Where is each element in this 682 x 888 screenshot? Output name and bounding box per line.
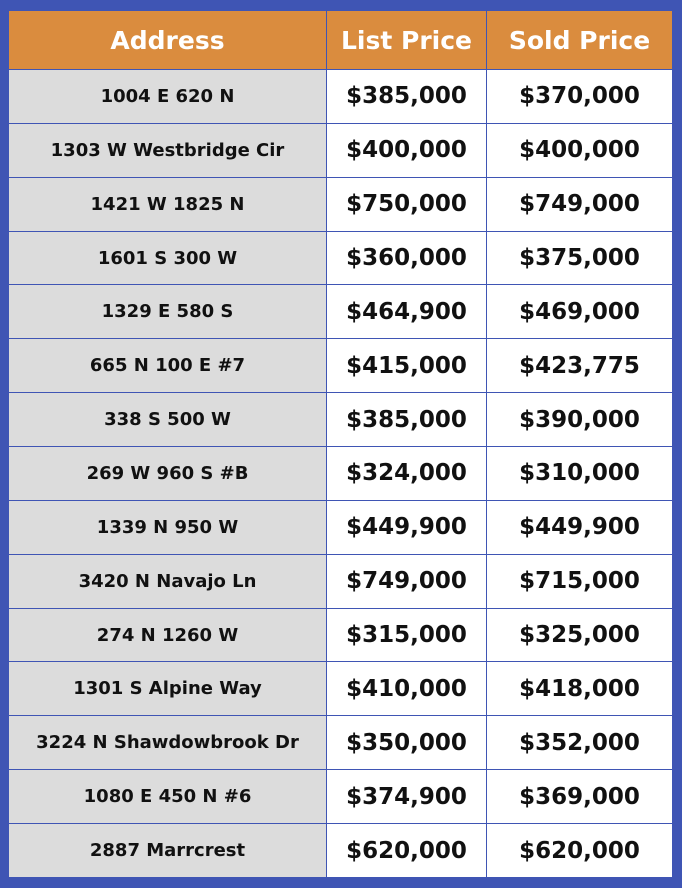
list-price-cell: $750,000 — [327, 177, 487, 231]
address-cell: 1329 E 580 S — [9, 285, 327, 339]
address-cell: 665 N 100 E #7 — [9, 339, 327, 393]
table-row — [9, 608, 673, 662]
list-price-cell: $449,900 — [327, 500, 487, 554]
sold-price-cell: $469,000 — [487, 285, 673, 339]
sold-price-cell: $749,000 — [487, 177, 673, 231]
table-row — [9, 500, 673, 554]
table-row — [9, 770, 673, 824]
sold-price-cell: $423,775 — [487, 339, 673, 393]
address-cell: 2887 Marrcrest — [9, 824, 327, 878]
address-cell: 1339 N 950 W — [9, 500, 327, 554]
list-price-cell: $315,000 — [327, 608, 487, 662]
sold-price-cell: $390,000 — [487, 393, 673, 447]
sold-price-cell: $449,900 — [487, 500, 673, 554]
sold-price-cell: $310,000 — [487, 447, 673, 501]
table-row — [9, 662, 673, 716]
sold-price-cell: $325,000 — [487, 608, 673, 662]
sold-price-cell: $400,000 — [487, 123, 673, 177]
address-cell: 269 W 960 S #B — [9, 447, 327, 501]
sold-price-cell: $352,000 — [487, 716, 673, 770]
table-row — [9, 177, 673, 231]
table-header-row — [9, 11, 673, 70]
list-price-cell: $374,900 — [327, 770, 487, 824]
list-price-cell: $385,000 — [327, 393, 487, 447]
list-price-cell: $749,000 — [327, 554, 487, 608]
sales-table-frame — [8, 10, 672, 878]
table-row — [9, 285, 673, 339]
address-cell: 274 N 1260 W — [9, 608, 327, 662]
table-body — [9, 70, 673, 878]
header-list-price: List Price — [327, 11, 487, 70]
sold-price-cell: $370,000 — [487, 70, 673, 124]
list-price-cell: $620,000 — [327, 824, 487, 878]
list-price-cell: $410,000 — [327, 662, 487, 716]
sold-price-cell: $369,000 — [487, 770, 673, 824]
list-price-cell: $350,000 — [327, 716, 487, 770]
address-cell: 1301 S Alpine Way — [9, 662, 327, 716]
list-price-cell: $360,000 — [327, 231, 487, 285]
table-row — [9, 231, 673, 285]
table-row — [9, 70, 673, 124]
list-price-cell: $415,000 — [327, 339, 487, 393]
address-cell: 3224 N Shawdowbrook Dr — [9, 716, 327, 770]
table-row — [9, 716, 673, 770]
list-price-cell: $464,900 — [327, 285, 487, 339]
header-address: Address — [9, 11, 327, 70]
table-row — [9, 554, 673, 608]
address-cell: 1303 W Westbridge Cir — [9, 123, 327, 177]
address-cell: 1080 E 450 N #6 — [9, 770, 327, 824]
sold-price-cell: $620,000 — [487, 824, 673, 878]
address-cell: 3420 N Navajo Ln — [9, 554, 327, 608]
table-row — [9, 824, 673, 878]
list-price-cell: $400,000 — [327, 123, 487, 177]
table-row — [9, 123, 673, 177]
home-sales-table — [8, 10, 673, 878]
address-cell: 338 S 500 W — [9, 393, 327, 447]
table-row — [9, 447, 673, 501]
address-cell: 1004 E 620 N — [9, 70, 327, 124]
table-row — [9, 339, 673, 393]
list-price-cell: $324,000 — [327, 447, 487, 501]
address-cell: 1421 W 1825 N — [9, 177, 327, 231]
table-row — [9, 393, 673, 447]
address-cell: 1601 S 300 W — [9, 231, 327, 285]
sold-price-cell: $715,000 — [487, 554, 673, 608]
list-price-cell: $385,000 — [327, 70, 487, 124]
header-sold-price: Sold Price — [487, 11, 673, 70]
sold-price-cell: $375,000 — [487, 231, 673, 285]
sold-price-cell: $418,000 — [487, 662, 673, 716]
